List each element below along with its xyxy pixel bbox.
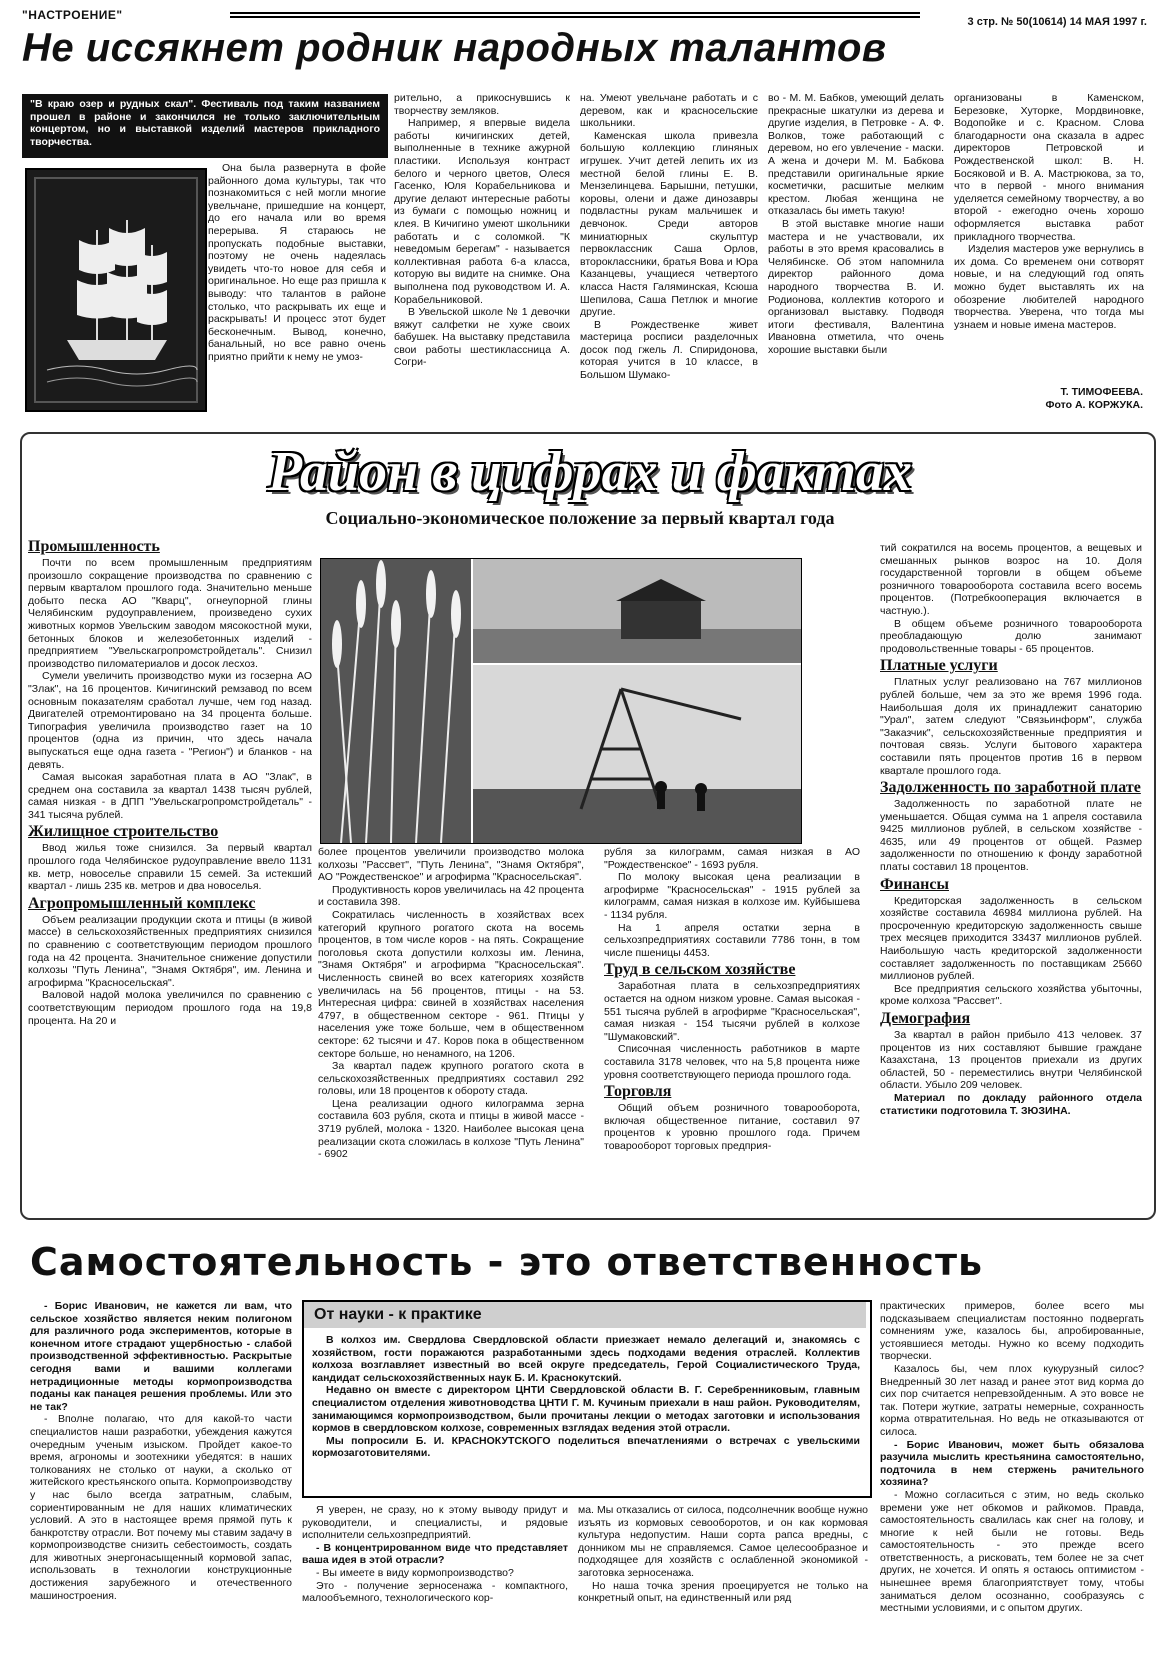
article1-author: Т. ТИМОФЕЕВА. bbox=[1060, 386, 1143, 398]
article1-photo-credit: Фото А. КОРЖУКА. bbox=[1045, 399, 1143, 411]
paragraph: Объем реализации продукции скота и птицы (в живой массе) в сельскохозяйственных предприятиях снизился по сравнению с соответствующим периодом прошлого года на 42 процента. Значительное снижение допустили колхозы "Путь Ленина", "Знамя Октября", им. Ленина и агрофирма "Красносельская". bbox=[28, 913, 312, 989]
sidebar-box-title: От науки - к практике bbox=[304, 1302, 866, 1328]
paragraph: - Вы имеете в виду кормопроизводство? bbox=[316, 1566, 514, 1579]
paragraph: Она была развернута в фойе районного дома культуры, так что познакомиться с ней могли многие увельчане, пришедшие на концерт, до его начала или во время перерыва. Я стараюсь не пропускать подобные выставки, поэтому не очень надеялась увидеть что-то новое для себя и оригинальное. Но еще раз пришла к выводу: что талантов в районе столько, что раскрывать их еще и раскрывать! И процесс этот будет бесконечным. Вывод, конечно, банальный, но все равно очень приятно прийти к нему не умоз- bbox=[208, 162, 386, 363]
paragraph: во - М. М. Бабков, умеющий делать прекрасные шкатулки из дерева и другие изделия, в Петровке - А. Ф. Волков, тоже работающий с деревом, но его увлечение - маски. А жена и дочери М. М. Бабкова представили оригинальные яркие косметички, расшитые мелким крестом. Любая женщина не отказалась бы иметь такую! bbox=[768, 92, 944, 218]
paragraph: Задолженность по заработной плате не уменьшается. Общая сумма на 1 апреля составила 9425 миллионов рублей, в сельском хозяйстве - 4635, или 49 процентов от общей. Размер задолженности по отношению к фонду заработной платы составил 18 процентов. bbox=[880, 798, 1142, 874]
article2-source: Материал по докладу районного отдела статистики подготовила Т. ЗЮЗИНА. bbox=[880, 1091, 1142, 1117]
paragraph: В Увельской школе № 1 девочки вяжут салфетки не хуже своих бабушек. На выставку представила свои работы шестиклассница А. Согри- bbox=[394, 306, 570, 369]
article2-col-right bbox=[880, 542, 1142, 1210]
article1-headline: Не иссякнет родник народных талантов bbox=[22, 26, 887, 70]
article3-headline: Самостоятельность - это ответственность bbox=[30, 1240, 984, 1284]
paragraph: За квартал в район прибыло 413 человек. 37 процентов из них составляют бывшие граждане Казахстана, 13 процентов приехали из других областей, 50 - переместились внутри Челябинской области. Убыло 209 человек. bbox=[880, 1029, 1142, 1092]
paragraph: ма. Мы отказались от силоса, подсолнечник вообще нужно изъять из кормовых севооборотов, и он как кормовая культура недопустим. Наши сорта рапса вредны, с донником мы не справляемся. Самое целесообразное и подходящее для хозяйств с ослабленной экономикой - заготовка зерносенажа. bbox=[578, 1504, 868, 1579]
section-heading: Демография bbox=[880, 1010, 971, 1027]
paragraph: В Рождественке живет мастерица росписи разделочных досок под гжель Л. Спиридонова, которая учится в 10 классе, в Большом Шумако- bbox=[580, 318, 758, 382]
header-rule bbox=[230, 12, 920, 18]
paragraph: Мы попросили Б. И. КРАСНОКУТСКОГО поделиться впечатлениями о встречах с увельскими кормозаготовителями. bbox=[312, 1434, 860, 1460]
article2-col-left bbox=[28, 536, 312, 1206]
article3-col3 bbox=[578, 1504, 868, 1656]
section-heading: Жилищное строительство bbox=[28, 823, 219, 841]
article2-subtitle: Социально-экономическое положение за первый квартал года bbox=[325, 508, 835, 528]
section-heading: Труд в сельском хозяйстве bbox=[604, 961, 796, 979]
question: - Борис Иванович, может быть обязалова разучила мыслить крестьянина самостоятельно, подточила в нем стержень рачительного хозяина? bbox=[880, 1438, 1144, 1489]
paragraph: По молоку высокая цена реализации в агрофирме "Красносельская" - 1915 рублей за килограмм, самая низкая в колхозе им. Куйбышева - 1134 рубля. bbox=[604, 871, 860, 921]
paragraph: рубля за килограмм, самая низкая в АО "Рождественское" - 1693 рубля. bbox=[604, 846, 860, 871]
wheat-field-photo-icon bbox=[321, 559, 801, 843]
ship-artwork-photo bbox=[25, 168, 207, 412]
section-heading: Агропромышленный комплекс bbox=[28, 894, 256, 912]
article1-col4 bbox=[768, 92, 944, 410]
article2-title: Район в цифрах и фактах bbox=[267, 441, 913, 503]
article2-col-mid2 bbox=[604, 846, 860, 1210]
paragraph: тий сократился на восемь процентов, а вещевых и смешанных рынков возрос на 10. Доля государственной торговли в общем объеме розничного товарооборота составила всего восемь процентов. (Потребкооперация включается в частную.). bbox=[880, 542, 1142, 617]
paragraph: Сократилась численность в хозяйствах всех категорий крупного рогатого скота на восемь процентов, в том числе коров - на пять. Сокращение поголовья скота допустили колхозы им. Ленина, "Знамя Октября" и агрофирма "Красносельская". Численность свиней во всех категориях хозяйств увеличилась на 56 процентов, птицы - на 53. Интересная цифра: свиней в хозяйствах населения 4797, в общественном секторе - 961. Птицы у населения уже тоже больше, чем в общественном секторе: 62 тысячи и 47. Коров пока в общественном секторе больше, но ненамного, на 1206. bbox=[318, 908, 584, 1060]
article3-col2 bbox=[302, 1504, 568, 1656]
ship-icon bbox=[27, 170, 205, 410]
article2-col-mid1 bbox=[318, 846, 584, 1210]
question: - В концентрированном виде что представляет ваша идея в этой отрасли? bbox=[302, 1541, 568, 1567]
issue-info: 3 стр. № 50(10614) 14 МАЯ 1997 г. bbox=[967, 16, 1147, 28]
paragraph: Каменская школа привезла большую коллекцию глиняных игрушек. Учит детей лепить их из местной белой глины Е. В. Мензелинцева. Барышни, петушки, коровы, олени и даже динозавры подвластны рукам мальчишек и девчонок. Среди авторов миниатюрных скульптур первоклассник Саша Орлов, второклассники, братья Вова и Юра Казанцевы, учащиеся четвертого класса Настя Галяминская, Ксюша Шепилова, Саша Петлюк и многие другие. bbox=[580, 129, 758, 319]
paragraph: В этой выставке многие наши мастера и не участвовали, их работы в это время красовались в Челябинске. Об этом напомнила директор районного дома народного творчества В. И. Родионова, коллектив которого и организовал выставку. Подводя итоги фестиваля, Валентина Ивановна отметила, что очень хорошие выставки были bbox=[768, 217, 944, 356]
paragraph: Самая высокая заработная плата в АО "Злак", в среднем она составила за квартал 1438 тысяч рублей, самая низкая - в ДПП "Увельскагропромстройдеталь" - 341 тысяча рублей. bbox=[28, 771, 312, 821]
paragraph: Заработная плата в сельхозпредприятиях остается на одном низком уровне. Самая высокая - 551 тысяча рублей в агрофирме "Красносельская", самая низкая - 154 тысячи рублей в колхозе "Шумаковский". bbox=[604, 980, 860, 1043]
paragraph: - Вполне полагаю, что для какой-то части специалистов наши разработки, убеждения кажутся очередным ученым изыском. Пройдет какое-то время, агрономы и зоотехники убедятся: в наших толкованиях не столько от науки, а сколько от житейского крестьянского опыта. Кормопроизводству у нас было всегда затратным, слабым, сориентированным не для наших климатических условий. А это в настоящее время прямой путь к банкротству отрасли. Вот почему мы ставим задачу в кормопроизводстве снизить себестоимость, создать для животных энергонасыщенный кормовой запас, использовать в технологии конструкционные достижения зарубежного и отечественного машиностроения. bbox=[30, 1413, 292, 1602]
section-heading: Задолженность по заработной плате bbox=[880, 779, 1141, 797]
article3-col4 bbox=[880, 1300, 1144, 1656]
paragraph: Все предприятия сельского хозяйства убыточны, кроме колхоза "Рассвет". bbox=[880, 982, 1142, 1008]
article1-col3 bbox=[580, 92, 758, 410]
paragraph: рительно, а прикоснувшись к творчеству земляков. bbox=[394, 92, 570, 117]
paragraph: Общий объем розничного товарооборота, включая общественное питание, составил 97 процентов к уровню прошлого года. Причем товарооборот торговых предприя- bbox=[604, 1102, 860, 1152]
article1-col1 bbox=[208, 162, 386, 408]
paragraph: Почти по всем промышленным предприятиям произошло сокращение производства по сравнению с первым кварталом прошлого года. Значительно меньше добыто песка АО "Кварц", огнеупорной глины Челябинским рудоуправлением, произведено сухих животных кормов Увельским заводом мясокостной муки, бетонных блоков и железобетонных изделий - предприятием "Увельскагропромстройдеталь". Снизил производство пиломатериалов и досок лесхоз. bbox=[28, 557, 312, 670]
article3-col1 bbox=[30, 1300, 292, 1656]
section-heading: Платные услуги bbox=[880, 657, 998, 675]
paragraph: на. Умеют увельчане работать и с деревом, как и красносельские школьники. bbox=[580, 92, 758, 130]
question: - Борис Иванович, не кажется ли вам, что сельское хозяйство является неким полигоном для различного рода экспериментов, которые в конечном итоге страдают ущербностью - слабой производственной эффективностью. Раскрытые сегодня вами и вашими коллегами нетрадиционные методы кормопроизводства поданы как панацея решения проблемы. Или это не так? bbox=[30, 1300, 292, 1413]
paragraph: Я уверен, не сразу, но к этому выводу придут и руководители, и специалисты, и рядовые исполнители сельхозпредприятий. bbox=[302, 1504, 568, 1542]
paragraph: За квартал падеж крупного рогатого скота в сельскохозяйственных предприятиях составил 292 головы, или 18 процентов к обороту стада. bbox=[318, 1060, 584, 1098]
paragraph: Сумели увеличить производство муки из госзерна АО "Злак", на 16 процентов. Кичигинский ремзавод по всем основным показателям сработал лучше, чем год назад. Двигателей отремонтировано на 34 процента больше. Типография увеличила производство газет на 10 процентов (одна из причин, что здесь начала выпускаться еще одна газета - "Регион") и бланков - на девять. bbox=[28, 670, 312, 771]
paragraph: Например, я впервые видела работы кичигинских детей, выполненные в технике ажурной пластики. Используя контраст белого и черного цветов, Олеся Гасенко, Юля Корабельникова и другие делают интересные работы из бумаги с помощью ножниц и клея. В Кичигино умеют школьники работать и с соломкой. "К неведомым берегам" - называется коллективная работа 6-а класса, которую вы видите на снимке. Она выполнена под руководством И. А. Корабельниковой. bbox=[394, 117, 570, 306]
paragraph: Недавно он вместе с директором ЦНТИ Свердловской области В. Г. Серебренниковым, главным специалистом отделения животноводства ЦНТИ Г. М. Кучиным приехали в наш район. Руководителям, занимающимся кормопроизводством, были прочитаны лекции о методах заготовки и использования кормов в свердловском колхозе, современных взглядах ведения этой отрасли. bbox=[312, 1384, 860, 1435]
paragraph: Казалось бы, чем плох кукурузный силос? Внедренный 30 лет назад и ранее этот вид корма до сих пор считается непревзойденным. А это вовсе не так. Потери жуткие, затраты немерные, сохранность корма отвратительная. Но ведь не отказываются от силоса. bbox=[880, 1362, 1144, 1438]
paragraph: Цена реализации одного килограмма зерна составила 603 рубля, скота и птицы в живой массе - 3719 рублей, молока - 1320. Наиболее высокая цена реализации скота сложилась в колхозе "Путь Ленина" - 6902 bbox=[318, 1097, 584, 1161]
paragraph: На 1 апреля остатки зерна в сельхозпредприятиях составили 7786 тонн, в том числе пшеницы 4453. bbox=[604, 921, 860, 959]
paragraph: Но наша точка зрения проецируется не только на конкретный опыт, на единственный или ряд bbox=[578, 1579, 868, 1605]
rubric-label: "НАСТРОЕНИЕ" bbox=[22, 8, 123, 22]
article1-col2 bbox=[394, 92, 570, 410]
paragraph: Изделия мастеров уже вернулись в их дома. Со временем они сотворят новые, и на следующий год опять можно будет выставлять их на обозрение любителей народного творчества. Уверена, что тогда мы узнаем и новые имена мастеров. bbox=[954, 243, 1144, 331]
paragraph: Списочная численность работников в марте составила 3178 человек, что на 5,8 процента ниже уровня соответствующего периода прошлого года. bbox=[604, 1043, 860, 1081]
farm-photo-collage bbox=[320, 558, 802, 844]
article1-lead: "В краю озер и рудных скал". Фестиваль под таким названием прошел в районе и закончился не только заключительным концертом, но и выставкой изделий мастеров прикладного творчества. bbox=[22, 94, 388, 158]
section-heading: Финансы bbox=[880, 875, 949, 893]
paragraph: Продуктивность коров увеличилась на 42 процента и составила 398. bbox=[318, 883, 584, 909]
paragraph: Платных услуг реализовано на 767 миллионов рублей больше, чем за это же время 1996 года. Наибольшая доля их принадлежит санаторию "Урал", затем следуют "Связьинформ", служба "Заказчик", сельскохозяйственные предприятия и почтовая связь. Услуги бытового характера составили пять процентов против 16 в первом квартале прошлого года. bbox=[880, 676, 1142, 777]
sidebar-box-text bbox=[312, 1334, 860, 1490]
section-heading: Промышленность bbox=[28, 538, 160, 555]
paragraph: практических примеров, более всего мы подсказываем специалистам постоянно подвергать сомнениям уже, казалось бы, апробированные, устоявшиеся методы. Нужно ко всему подходить творчески. bbox=[880, 1300, 1144, 1363]
paragraph: В общем объеме розничного товарооборота преобладающую долю занимают продовольственные товары - 65 процентов. bbox=[880, 617, 1142, 655]
paragraph: организованы в Каменском, Березовке, Хуторке, Мордвиновке, Водопойке и с. Красном. Слова благодарности она сказала в адрес директоров Петровской и Рождественской школ: В. Н. Босяковой и В. А. Мастрюкова, за то, что в первой - много внимания уделяется семейному творчеству, а во второй - ежегодно очень хорошо оформляется выставка работ прикладного творчества. bbox=[954, 92, 1144, 243]
section-heading: Торговля bbox=[604, 1083, 672, 1101]
paragraph: - Можно согласиться с этим, но ведь сколько времени уже нет обкомов и райкомов. Правда, самостоятельность свалилась как снег на голову, и многие к ней были не готовы. Ведь самостоятельность - это прежде всего ответственность, а рисковать, тем более не за счет других, не хочется. И опять я остаюсь оптимистом - нынешнее время благоприятствует тому, чтобы заниматься делом осознанно, сообразуясь с местными условиями, и с опытом других. bbox=[880, 1488, 1144, 1615]
paragraph: В колхоз им. Свердлова Свердловской области приезжает немало делегаций и, знакомясь с хозяйством, гости поражаются разработанными здесь подходами ведения отраслей. Коллектив колхоза возглавляет известный во всей округе председатель, Герой Социалистического Труда, кандидат сельскохозяйственных наук Б. И. Краснокутский. bbox=[312, 1334, 860, 1384]
paragraph: Валовой надой молока увеличился по сравнению с соответствующим периодом прошлого года на 19,8 процента. На 20 и bbox=[28, 989, 312, 1027]
article1-col5 bbox=[954, 92, 1144, 384]
paragraph: Кредиторская задолженность в сельском хозяйстве составила 46984 миллиона рублей. На просроченную кредиторскую задолженность свыше трех месяцев приходится 33437 миллионов рублей. Наибольшую часть кредиторской задолженности составляет задолженность по поставщикам 25660 миллионов рублей. bbox=[880, 894, 1142, 983]
paragraph: Ввод жилья тоже снизился. За первый квартал прошлого года Челябинское рудоуправление ввело 1131 кв. метр, новоселье справили 15 семей. За истекший квартал - лишь 235 кв. метров и два новоселья. bbox=[28, 842, 312, 893]
paragraph: более процентов увеличили производство молока колхозы "Рассвет", "Путь Ленина", "Знамя Октября", АО "Рождественское" и агрофирма "Красносельская". bbox=[318, 846, 584, 884]
paragraph: Это - получение зерносенажа - компактного, малообъемного, технологического кор- bbox=[302, 1579, 568, 1605]
